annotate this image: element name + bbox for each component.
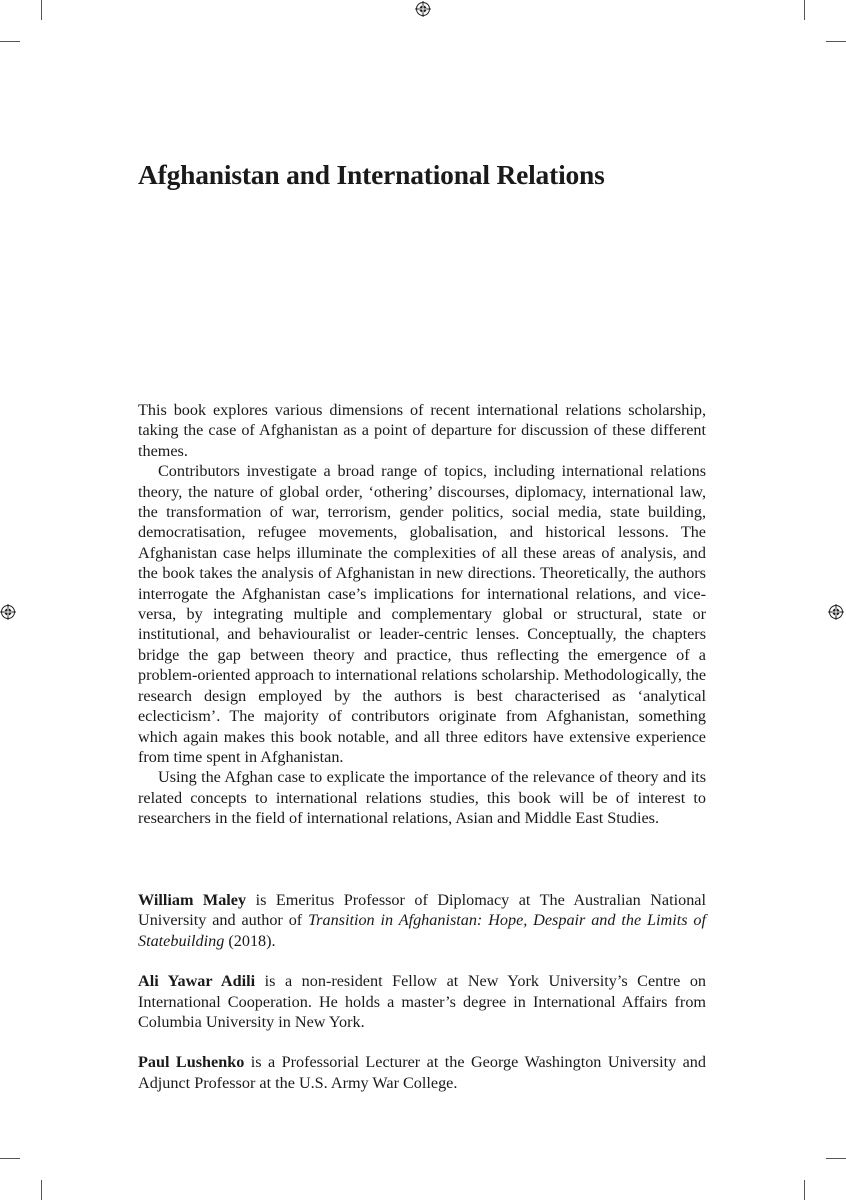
editor-book-title: Transition in Afghanistan: Hope, Despair and the Limits of Statebuilding — [138, 911, 706, 950]
crop-mark-bottom-left — [41, 1180, 42, 1200]
registration-mark-right-icon — [828, 604, 844, 620]
registration-mark-left-icon — [0, 604, 16, 620]
registration-mark-top-icon — [415, 1, 431, 17]
editor-bio-text: is a Professorial Lecturer at the George Washington University and Adjunct Professor at the U.S. Army War College. — [138, 1053, 706, 1092]
editor-name: Ali Yawar Adili — [138, 972, 256, 991]
crop-mark-top-left — [41, 0, 42, 20]
book-title: Afghanistan and International Relations — [138, 159, 605, 190]
description-paragraph-1: This book explores various dimensions of recent international relations scholarship, taking the case of Afghanistan as a point of departure for discussion of these different themes. — [138, 401, 706, 460]
description-paragraph-2: Contributors investigate a broad range of topics, including international relations theory, the nature of global order, ‘othering’ discourses, diplomacy, international law, the transformation of war, terrorism, gender politics, social media, state building, democratisation, refugee movements, globalisation, and historical lessons. The Afghanistan case helps illuminate the complexities of all these areas of analysis, and the book takes the analysis of Afghanistan in new directions. Theoretically, the authors interrogate the Afghanistan case’s implications for international relations, and vice-versa, by integrating multiple and complementary global or structural, state or institutional, and behaviouralist or leader-centric lenses. Conceptually, the chapters bridge the gap between theory and practice, thus reflecting the emergence of a problem-oriented approach to international relations scholarship. Methodologically, the research design employed by the authors is best characterised as ‘analytical eclecticism’. The majority of contributors originate from Afghanistan, something which again makes this book notable, and all three editors have extensive experience from time spent in Afghanistan. — [138, 462, 706, 766]
crop-mark-bottom-right — [804, 1180, 805, 1200]
editor-name: William Maley — [138, 891, 247, 909]
editor-bio-text: is a non-resident Fellow at New York University’s Centre on International Cooperation. He holds a master’s degree in International Affairs from Columbia University in New York. — [138, 972, 707, 1032]
crop-mark-right-bottom — [826, 1158, 846, 1159]
description-paragraph-3: Using the Afghan case to explicate the importance of the relevance of theory and its related concepts to international relations studies, this book will be of interest to researchers in the field of international relations, Asian and Middle East Studies. — [138, 768, 706, 828]
crop-mark-left-top — [0, 41, 20, 42]
editor-bio-2 — [138, 971, 706, 1032]
editor-bio-3 — [138, 1052, 706, 1093]
editor-bio-text: is Emeritus Professor of Diplomacy at The Australian National University and author of — [138, 891, 706, 930]
editor-bio-1 — [138, 890, 706, 951]
crop-mark-right-top — [826, 41, 846, 42]
crop-mark-left-bottom — [0, 1158, 20, 1159]
book-description — [138, 400, 706, 829]
editor-bio-text-after: (2018). — [224, 931, 276, 950]
editor-bios — [138, 890, 706, 1113]
editor-name: Paul Lushenko — [138, 1053, 245, 1072]
crop-mark-top-right — [804, 0, 805, 20]
